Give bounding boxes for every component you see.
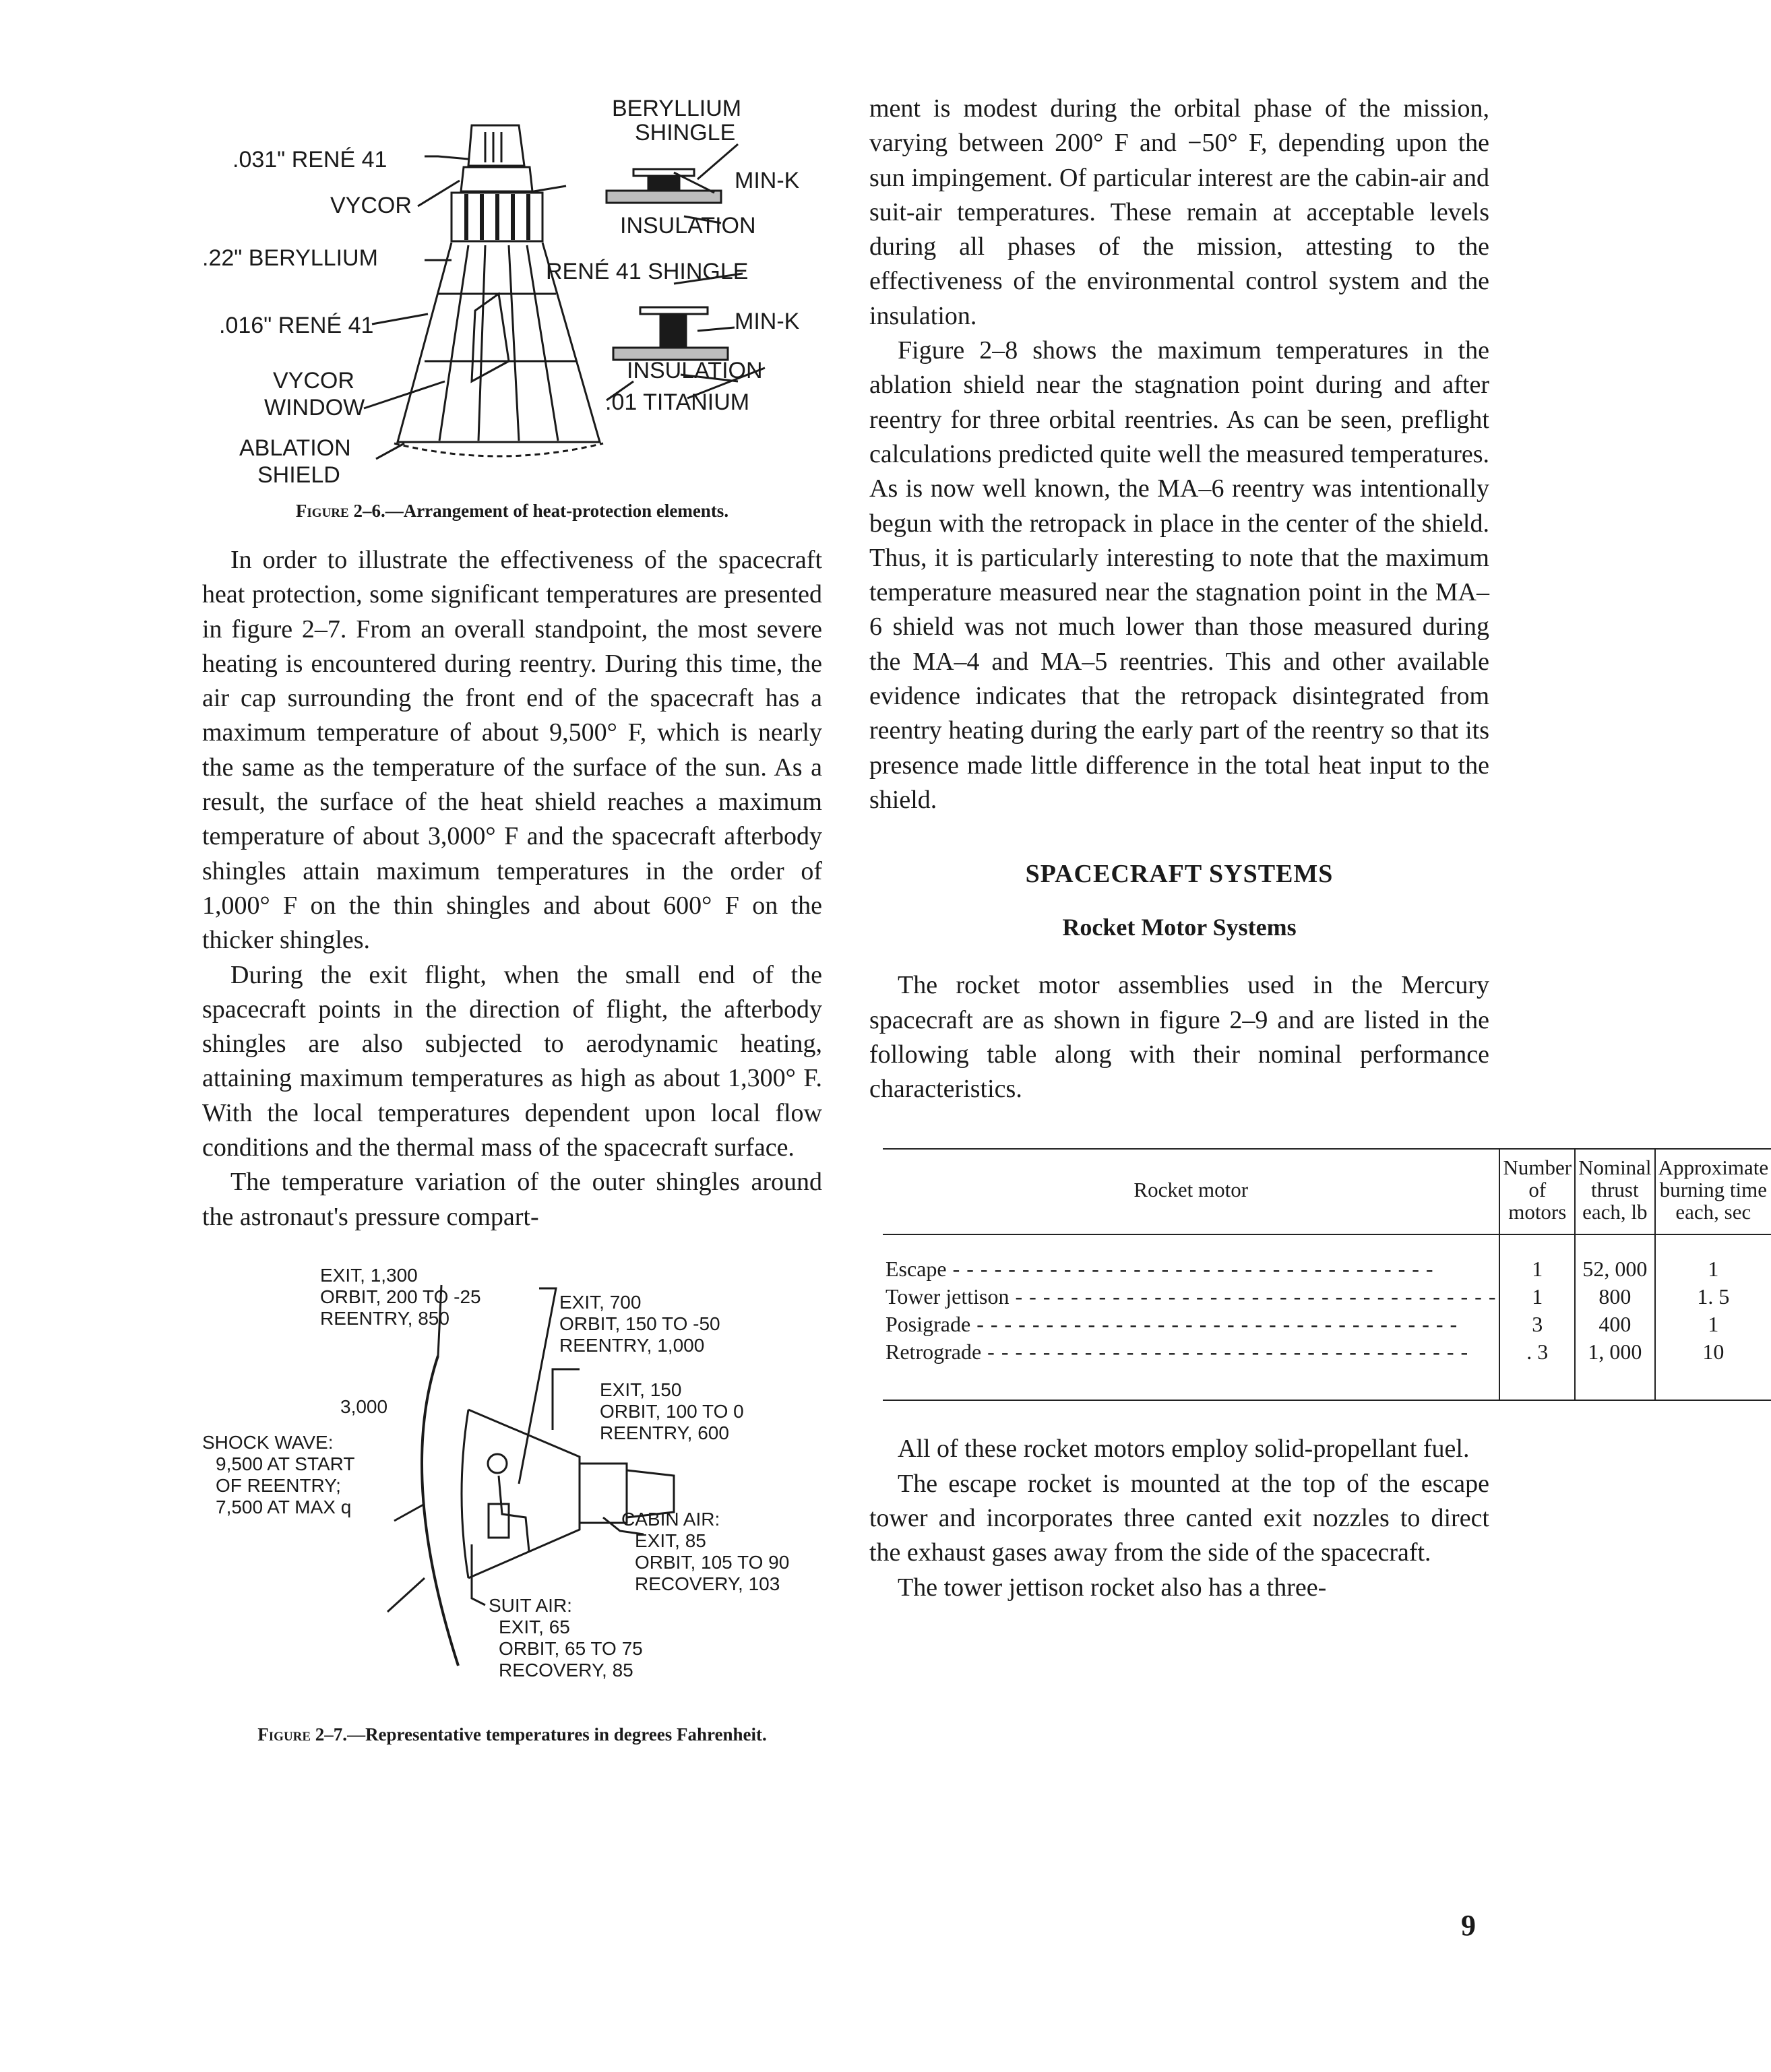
table-row (883, 1283, 1771, 1311)
motor-thrust: 1, 000 (1575, 1338, 1655, 1366)
motor-count: . 3 (1499, 1338, 1575, 1366)
motor-burn-time: 1 (1655, 1255, 1771, 1283)
shield-temperature: 3,000 (340, 1395, 388, 1417)
rene41-shingle-label: RENÉ 41 SHINGLE (546, 259, 749, 284)
temperature-diagram (202, 1261, 822, 1713)
insulation-label-1: INSULATION (620, 213, 756, 239)
titanium-label: .01 TITANIUM (605, 389, 750, 415)
right-paragraph-3: The rocket motor assemblies used in the Mercury spacecraft are as shown in figure 2–9 and are listed in the following table along with their nominal performance characteristics. (869, 971, 1489, 1104)
motor-name: Posigrade - - - (883, 1311, 1499, 1338)
top-right-exit: EXIT, 700 (559, 1291, 642, 1313)
suit-air-orbit: ORBIT, 65 TO 75 (499, 1637, 643, 1659)
vycor-band-shape (461, 167, 532, 191)
motor-thrust: 400 (1575, 1311, 1655, 1338)
insulation-label-2: INSULATION (627, 358, 763, 383)
rene41-016-label: .016" RENÉ 41 (219, 313, 374, 338)
right-paragraph-1: ment is modest during the orbital phase of the mission, varying between 200° F and −50° F, depending upon the sun impingement. Of particular interest are the cabin-air and suit-air temperatures. These remain at acceptable levels during all phases of the mission, attesting to the effectiveness of the environmental control system and the insulation. (869, 94, 1489, 330)
top-left-exit: EXIT, 1,300 (320, 1264, 418, 1286)
motor-thrust: 52, 000 (1575, 1255, 1655, 1283)
right-paragraph-6: The tower jettison rocket also has a three- (898, 1573, 1327, 1602)
motor-name: Retrograde - - - (883, 1338, 1499, 1366)
right-paragraph-5: The escape rocket is mounted at the top of the escape tower and incorporates three canted exit nozzles to direct the exhaust gases away from the side of the spacecraft. (869, 1469, 1489, 1567)
beryllium-shingle-label-1: BERYLLIUM (612, 96, 742, 121)
ablation-shield-shape (394, 443, 603, 456)
shock-wave-curve (422, 1356, 458, 1666)
cabin-air-orbit: ORBIT, 105 TO 90 (635, 1551, 790, 1573)
motor-name: Tower jettison - - - (883, 1283, 1499, 1311)
capsule-neck-shape (580, 1464, 627, 1523)
vycor-window-label-2: WINDOW (264, 395, 365, 420)
ablation-shield-label-1: ABLATION (239, 435, 351, 461)
table-row (883, 1255, 1771, 1283)
left-column (202, 92, 822, 1747)
figure-2-6 (202, 92, 822, 496)
figure-2-6-caption-label: Figure 2–6. (295, 501, 385, 521)
antenna-section-shape (468, 125, 524, 166)
motor-name: Escape - - - (883, 1255, 1499, 1283)
capsule-body-shape (468, 1410, 580, 1578)
beryllium-22-label: .22" BERYLLIUM (202, 245, 378, 271)
header-burning-time: Approximate burning time each, sec (1655, 1149, 1771, 1234)
mid-right-exit: EXIT, 150 (600, 1379, 682, 1400)
cabin-air-recovery: RECOVERY, 103 (635, 1573, 780, 1594)
motor-burn-time: 10 (1655, 1338, 1771, 1366)
min-k-label-2: MIN-K (735, 309, 800, 334)
vycor-label: VYCOR (330, 193, 412, 218)
figure-2-7 (202, 1261, 822, 1713)
min-k-label-1: MIN-K (735, 168, 800, 193)
vycor-window-label-1: VYCOR (273, 368, 354, 394)
window-shape (472, 294, 509, 381)
figure-2-6-caption-text: —Arrangement of heat-protection elements. (385, 501, 729, 521)
top-left-reentry: REENTRY, 850 (320, 1307, 449, 1329)
figure-2-7-caption-text: —Representative temperatures in degrees Fahrenheit. (347, 1724, 767, 1745)
header-nominal-thrust: Nominal thrust each, lb (1575, 1149, 1655, 1234)
shock-wave-start: 9,500 AT START (216, 1453, 355, 1474)
table-row (883, 1311, 1771, 1338)
figure-2-7-caption (202, 1722, 822, 1747)
right-paragraph-4: All of these rocket motors employ solid-propellant fuel. (898, 1435, 1470, 1464)
section-heading: SPACECRAFT SYSTEMS (1025, 860, 1334, 889)
rocket-motor-table (883, 1148, 1771, 1401)
motor-thrust: 800 (1575, 1283, 1655, 1311)
shock-wave-reentry: OF REENTRY; (216, 1474, 341, 1496)
beryllium-shingle-label-2: SHINGLE (635, 120, 736, 146)
motor-count: 1 (1499, 1255, 1575, 1283)
shock-wave-max-q: 7,500 AT MAX q (216, 1496, 352, 1517)
right-column (869, 92, 1769, 1605)
header-rocket-motor: Rocket motor (883, 1149, 1499, 1234)
header-number-of-motors: Number of motors (1499, 1149, 1575, 1234)
left-paragraph-2: During the exit flight, when the small end of the spacecraft points in the direction of flight, the afterbody shingles are also subjected to aerodynamic heating, attaining maximum temperatures as high as about 1,300° F. With the local temperatures dependent upon local flow conditions and the thermal mass of the spacecraft surface. (202, 960, 822, 1162)
suit-air-exit: EXIT, 65 (499, 1616, 570, 1637)
motor-burn-time: 1 (1655, 1311, 1771, 1338)
mid-right-reentry: REENTRY, 600 (600, 1422, 729, 1443)
figure-2-6-caption (202, 499, 822, 523)
table-header-row (883, 1149, 1771, 1234)
top-left-orbit: ORBIT, 200 TO -25 (320, 1286, 481, 1307)
mid-right-orbit: ORBIT, 100 TO 0 (600, 1400, 744, 1422)
figure-2-7-caption-label: Figure 2–7. (257, 1724, 348, 1745)
shock-wave-title: SHOCK WAVE: (202, 1431, 334, 1453)
top-right-reentry: REENTRY, 1,000 (559, 1334, 705, 1356)
suit-air-recovery: RECOVERY, 85 (499, 1659, 633, 1681)
left-paragraph-3: The temperature variation of the outer shingles around the astronaut's pressure compart- (202, 1168, 822, 1231)
suit-air-title: SUIT AIR: (489, 1594, 572, 1616)
ablation-shield-label-2: SHIELD (257, 462, 340, 488)
right-paragraph-2: Figure 2–8 shows the maximum temperatures in the ablation shield near the stagnation point during and after reentry for three orbital reentries. As can be seen, preflight calculations predicted quite well the measured temperatures. As is now well known, the MA–6 reentry was intentionally begun with the retropack in place in the center of the shield. Thus, it is particularly interesting to note that the maximum temperature measured near the stagnation point in the MA–6 shield was not much lower than those measured during the MA–4 and MA–5 reentries. This and other available evidence indicates that the retropack disintegrated from reentry heating during the early part of the reentry so that its presence made little difference in the total heat input to the shield. (869, 336, 1489, 814)
cabin-air-title: CABIN AIR: (621, 1508, 720, 1530)
rene41-031-label: .031" RENÉ 41 (232, 147, 387, 172)
left-paragraph-1: In order to illustrate the effectiveness of the spacecraft heat protection, some significant temperatures are presented in figure 2–7. From an overall standpoint, the most severe heating is encountered during reentry. During this time, the air cap surrounding the front end of the spacecraft has a maximum temperature of about 9,500° F, which is nearly the same as the temperature of the surface of the sun. As a result, the surface of the heat shield reaches a maximum temperature of about 3,000° F and the spacecraft afterbody shingles attain maximum temperatures in the order of 1,000° F on the thin shingles and about 600° F on the thicker shingles. (202, 546, 822, 955)
motor-burn-time: 1. 5 (1655, 1283, 1771, 1311)
page-number: 9 (1461, 1909, 1476, 1942)
motor-count: 3 (1499, 1311, 1575, 1338)
top-right-orbit: ORBIT, 150 TO -50 (559, 1313, 720, 1334)
cabin-air-exit: EXIT, 85 (635, 1530, 706, 1551)
heat-shield-shape (462, 1410, 468, 1578)
table-row (883, 1338, 1771, 1366)
motor-count: 1 (1499, 1283, 1575, 1311)
heat-protection-diagram (202, 92, 822, 496)
subsection-heading: Rocket Motor Systems (1062, 914, 1297, 941)
